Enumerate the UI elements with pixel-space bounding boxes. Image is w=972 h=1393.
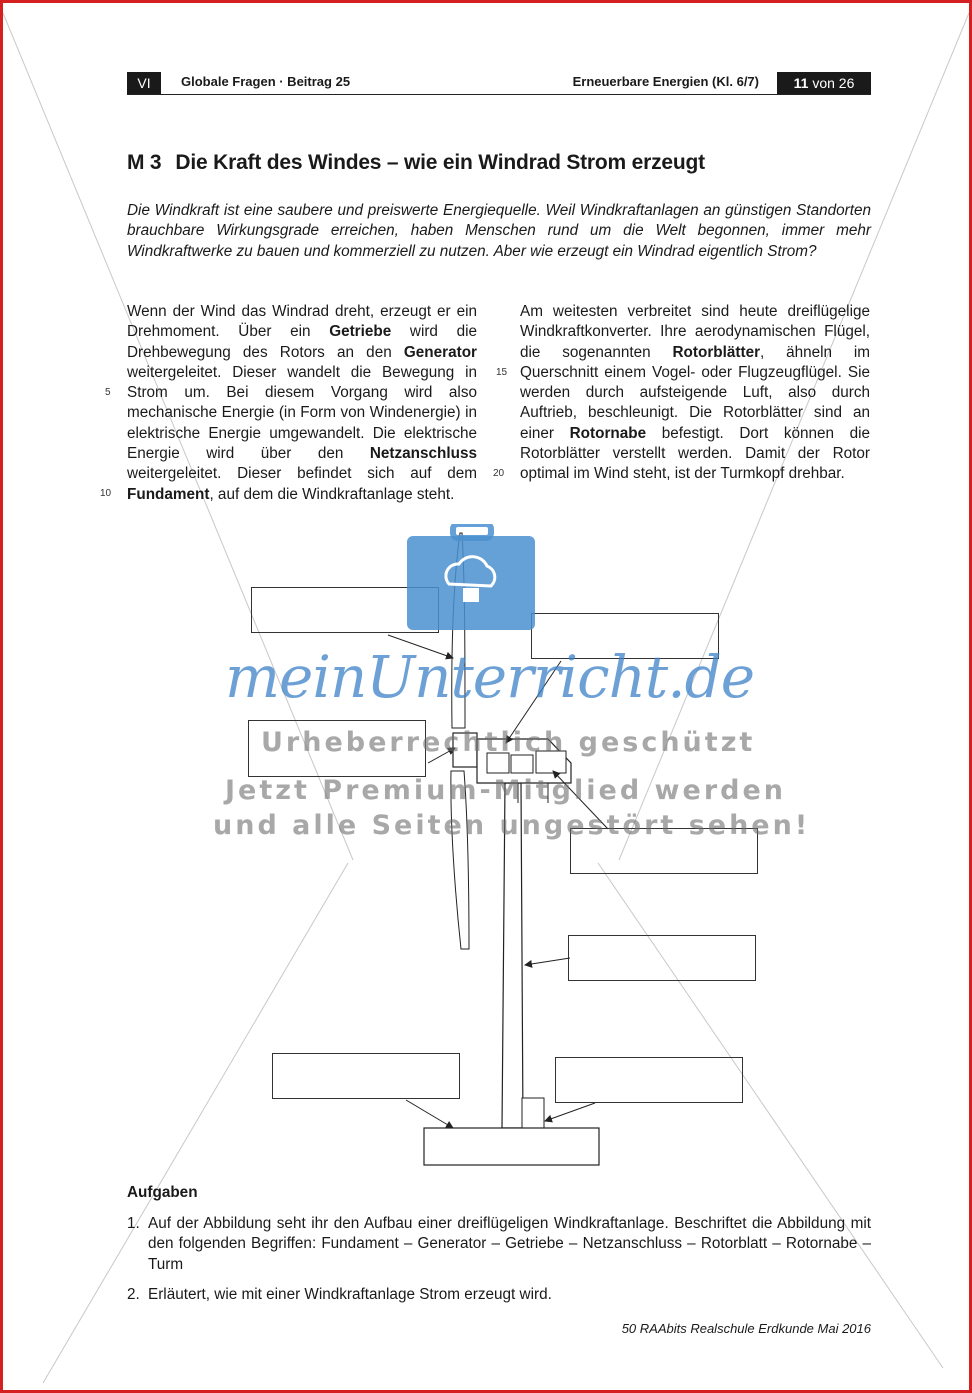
task-item bbox=[127, 1214, 871, 1275]
label-box-6[interactable] bbox=[272, 1053, 460, 1099]
text-run: weitergeleitet. Dieser wandelt die Bewegung in Strom um. Bei diesem Vorgang wird also mechanische Energie (in Form von Windenergie) in elektrische Energie umgewandelt. Die elektrische Energie wird über den bbox=[127, 363, 477, 463]
line-number: 10 bbox=[100, 488, 112, 499]
label-box-5[interactable] bbox=[568, 935, 756, 981]
page-total: von 26 bbox=[812, 75, 855, 91]
header-topic: Erneuerbare Energien (Kl. 6/7) bbox=[572, 74, 759, 89]
text-run: Wenn der Wind das Windrad dreht, erzeugt er ein Drehmoment. Über ein bbox=[127, 303, 477, 341]
text-run: befestigt. Dort können die Rotorblätter verstellt werden. Damit der Rotor optimal im Wind steht, ist der Turmkopf drehbar. bbox=[520, 424, 871, 483]
grid-connection-box bbox=[522, 1098, 544, 1128]
title-text: Die Kraft des Windes – wie ein Windrad Strom erzeugt bbox=[175, 151, 705, 174]
page-number: 11 bbox=[793, 75, 809, 91]
section-badge: VI bbox=[127, 72, 161, 94]
term-rotornabe: Rotornabe bbox=[569, 424, 647, 442]
watermark-logo: meinUnterricht.de bbox=[225, 643, 755, 711]
text-run: Am weitesten verbreitet sind heute dreiflügelige Windkraftkonverter. Ihre aerodynamischen Flügel, die sogenannten bbox=[520, 303, 870, 361]
term-rotorblaetter: Rotorblätter bbox=[672, 343, 761, 361]
tasks-heading: Aufgaben bbox=[127, 1184, 198, 1201]
foundation-shape bbox=[424, 1128, 599, 1165]
task-number: 2. bbox=[127, 1286, 140, 1303]
task-text: Auf der Abbildung seht ihr den Aufbau einer dreiflügeligen Windkraftanlage. Beschriftet die Abbildung mit den folgenden Begriffen: Fundament – Generator – Getriebe – Netzanschluss – Rotorblatt – Rotornabe – Turm bbox=[148, 1215, 871, 1273]
watermark-line-1: Urheberrechtlich geschützt bbox=[261, 727, 756, 758]
header-series: Globale Fragen · Beitrag 25 bbox=[181, 74, 351, 89]
term-netzanschluss: Netzanschluss bbox=[369, 445, 477, 463]
task-number: 1. bbox=[127, 1215, 140, 1232]
watermark-line-3: und alle Seiten ungestört sehen! bbox=[213, 810, 811, 841]
intro-text: Die Windkraft ist eine saubere und preiswerte Energiequelle. Weil Windkraftanlagen an günstigen Standorten brauchbare Wirkungsgrade erreichen, haben Menschen rund um die Welt begonnen, immer mehr Windkraftwerke zu bauen und kommerziell zu nutzen. Aber wie erzeugt ein Windrad eigentlich Strom? bbox=[127, 202, 871, 260]
line-number: 20 bbox=[493, 468, 505, 479]
watermark-line-2: Jetzt Premium-Mitglied werden bbox=[225, 775, 786, 806]
material-number: M 3 bbox=[127, 151, 162, 174]
text-run: , ähneln im Querschnitt einem Vogel- oder Flugzeugflügel. Sie werden durch aufsteigende Luft, also durch Auftrieb, beschleunigt. Die Rotorblätter sind an einer bbox=[520, 343, 870, 442]
briefcase-cloud-icon bbox=[407, 524, 537, 632]
page-footer: 50 RAAbits Realschule Erdkunde Mai 2016 bbox=[621, 1321, 871, 1336]
task-text: Erläutert, wie mit einer Windkraftanlage Strom erzeugt wird. bbox=[148, 1286, 552, 1303]
text-run: , auf dem die Windkraftanlage steht. bbox=[209, 485, 455, 503]
term-generator: Generator bbox=[403, 343, 477, 361]
line-number: 15 bbox=[496, 367, 508, 378]
text-run: wird die Drehbewegung des Rotors an den bbox=[127, 323, 478, 361]
line-number: 5 bbox=[105, 387, 111, 398]
term-fundament: Fundament bbox=[127, 485, 210, 503]
task-item bbox=[127, 1285, 871, 1305]
text-run: weitergeleitet. Dieser befindet sich auf dem bbox=[127, 465, 477, 483]
label-box-7[interactable] bbox=[555, 1057, 743, 1103]
term-getriebe: Getriebe bbox=[329, 323, 392, 341]
